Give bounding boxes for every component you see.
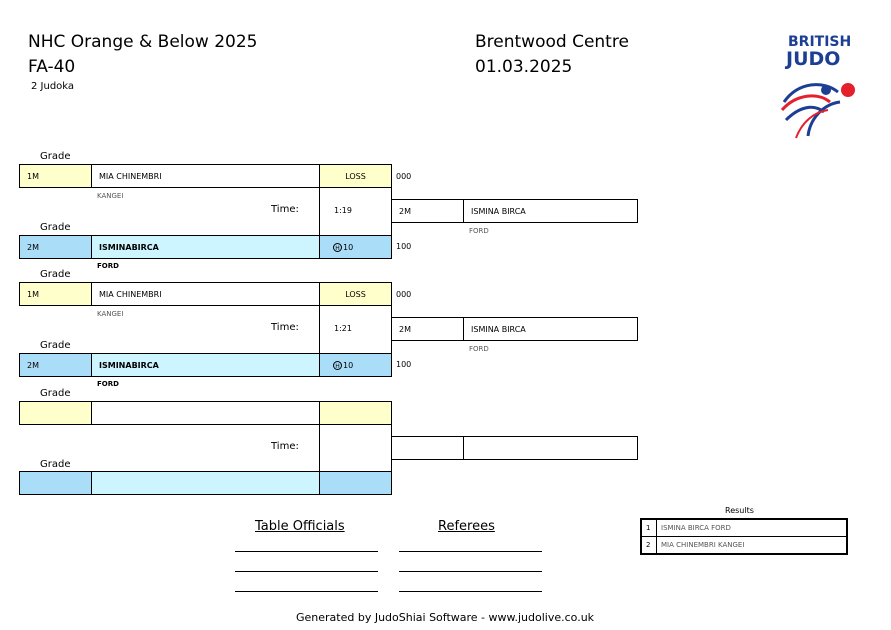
blue-grade: 2M (19, 235, 92, 259)
time-label: Time: (271, 322, 299, 333)
time-label: Time: (271, 204, 299, 215)
winner-name: ISMINA BIRCA (463, 317, 638, 341)
blue-name: ISMINABIRCA (91, 235, 320, 259)
category-title: FA-40 (28, 57, 76, 77)
white-grade: 1M (19, 164, 92, 188)
winner-name-empty (463, 436, 638, 460)
signature-line (235, 571, 378, 572)
logo-text-judo: JUDO (786, 48, 841, 70)
blue-name: ISMINABIRCA (91, 353, 320, 377)
logo-text-british: BRITISH (788, 34, 852, 50)
winner-club: FORD (469, 227, 489, 235)
grade-label: Grade (40, 222, 71, 233)
signature-line (399, 591, 542, 592)
judoka-emblem-icon (778, 72, 858, 142)
results-row (641, 519, 847, 537)
white-club: KANGEI (97, 310, 124, 318)
blue-result (319, 235, 392, 259)
signature-line (399, 551, 542, 552)
results-title: Results (725, 506, 754, 515)
blue-score: 100 (396, 360, 412, 369)
signature-line (235, 551, 378, 552)
grade-label: Grade (40, 151, 71, 162)
winner-grade-empty (391, 436, 464, 460)
white-result: LOSS (319, 164, 392, 188)
signature-line (235, 591, 378, 592)
result-text: ISMINA BIRCA FORD (657, 519, 848, 537)
footer-credit: Generated by JudoShiai Software - www.judolive.co.uk (296, 611, 595, 624)
signature-line (399, 571, 542, 572)
blue-club: FORD (97, 380, 119, 388)
grade-label: Grade (40, 340, 71, 351)
event-date: 01.03.2025 (475, 57, 573, 77)
blue-name-empty (91, 471, 320, 495)
grade-label: Grade (40, 388, 71, 399)
blue-grade: 2M (19, 353, 92, 377)
referees-heading: Referees (438, 519, 495, 534)
white-name: MIA CHINEMBRI (91, 164, 320, 188)
british-judo-logo (778, 34, 858, 142)
venue: Brentwood Centre (475, 32, 629, 52)
result-position: 2 (641, 537, 657, 555)
hansoku-icon: H (333, 243, 342, 252)
blue-grade-empty (19, 471, 92, 495)
white-name: MIA CHINEMBRI (91, 282, 320, 306)
competition-title: NHC Orange & Below 2025 (28, 32, 258, 52)
winner-grade: 2M (391, 199, 464, 223)
white-score: 000 (396, 290, 412, 299)
blue-score: 100 (396, 242, 412, 251)
match-time: 1:19 (334, 206, 352, 215)
blue-result-value: 10 (343, 242, 354, 252)
white-name-empty (91, 401, 320, 425)
judoka-count: 2 Judoka (31, 81, 75, 92)
winner-club: FORD (469, 345, 489, 353)
blue-club: FORD (97, 262, 119, 270)
white-result-empty (319, 401, 392, 425)
match-time: 1:21 (334, 324, 352, 333)
white-grade: 1M (19, 282, 92, 306)
grade-label: Grade (40, 269, 71, 280)
result-text: MIA CHINEMBRI KANGEI (657, 537, 848, 555)
white-result: LOSS (319, 282, 392, 306)
blue-result-value: 10 (343, 360, 354, 370)
winner-name: ISMINA BIRCA (463, 199, 638, 223)
time-label: Time: (271, 441, 299, 452)
blue-result (319, 353, 392, 377)
white-club: KANGEI (97, 192, 124, 200)
white-score: 000 (396, 172, 412, 181)
table-officials-heading: Table Officials (255, 519, 345, 534)
hansoku-icon: H (333, 361, 342, 370)
results-table (640, 518, 848, 555)
result-position: 1 (641, 519, 657, 537)
winner-grade: 2M (391, 317, 464, 341)
grade-label: Grade (40, 459, 71, 470)
white-grade-empty (19, 401, 92, 425)
blue-result-empty (319, 471, 392, 495)
results-row (641, 537, 847, 555)
